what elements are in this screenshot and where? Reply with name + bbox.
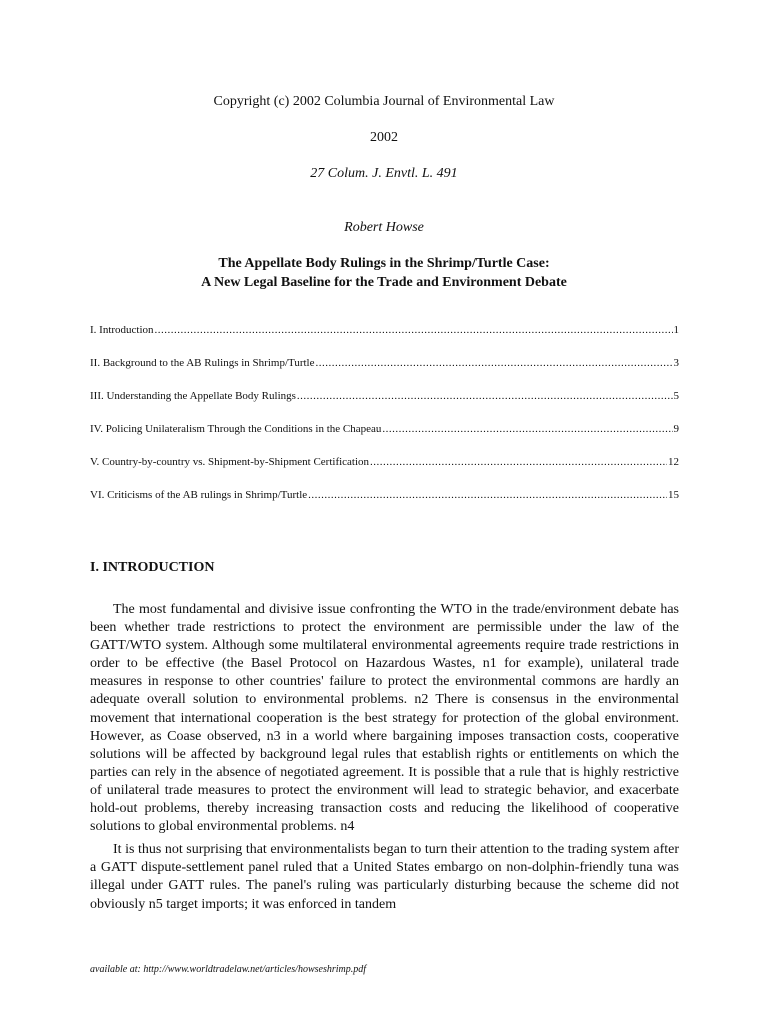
footer-source-link[interactable]: available at: http://www.worldtradelaw.net/articles/howseshrimp.pdf (90, 964, 367, 975)
citation: 27 Colum. J. Envtl. L. 491 (310, 166, 458, 181)
toc-leader-dots (370, 455, 667, 469)
toc-item-page: 3 (673, 357, 679, 369)
copyright-line: Copyright (c) 2002 Columbia Journal of Environmental Law (213, 94, 555, 109)
publication-year: 2002 (370, 130, 398, 145)
body-text (90, 601, 679, 919)
toc-item-label: VI. Criticisms of the AB rulings in Shrimp/Turtle (90, 489, 308, 501)
toc-item-background[interactable] (90, 356, 679, 389)
toc-leader-dots (382, 422, 672, 436)
paragraph: The most fundamental and divisive issue confronting the WTO in the trade/environment debate has been whether trade restrictions to protect the environment are permissible under the law of the GATT/WTO system. Although some multilateral environmental agreements require trade restrictions in order to be effective (the Basel Protocol on Hazardous Wastes, n1 for example), unilateral trade measures in response to other countries' failure to protect the environmental commons are hardly an adequate overall solution to environmental problems. n2 There is consensus in the environmental movement that international cooperation is the best strategy for protection of the global environment. However, as Coase observed, n3 in a world where bargaining imposes transaction costs, cooperative solutions will be affected by background legal rules that establish rights or entitlements on which the parties can rely in the absence of negotiated agreement. It is possible that a rule that is highly restrictive of unilateral trade measures to protect the environment will lead to strategic behavior, and exacerbate hold-out problems, thereby increasing transaction costs and reducing the likelihood of cooperative solutions to global environmental problems. n4 (90, 602, 679, 835)
section-heading: I. INTRODUCTION (90, 560, 215, 575)
toc-item-page: 9 (673, 423, 679, 435)
toc-item-label: V. Country-by-country vs. Shipment-by-Shipment Certification (90, 456, 370, 468)
toc-item-label: III. Understanding the Appellate Body Rulings (90, 390, 296, 402)
toc-item-criticisms[interactable] (90, 488, 679, 521)
toc-leader-dots (316, 356, 673, 370)
article-title (0, 254, 768, 292)
toc-item-label: II. Background to the AB Rulings in Shrimp/Turtle (90, 357, 315, 369)
paragraph: It is thus not surprising that environmentalists began to turn their attention to the trading system after a GATT dispute-settlement panel ruled that a United States embargo on non-dolphin-friendly tuna was illegal under GATT rules. The panel's ruling was particularly disturbing because the scheme did not obviously n5 target imports; it was enforced in tandem (90, 842, 679, 912)
toc-item-page: 1 (673, 324, 679, 336)
article-title-line-2: A New Legal Baseline for the Trade and Environment Debate (201, 275, 567, 290)
author-name: Robert Howse (344, 220, 424, 235)
toc-leader-dots (297, 389, 673, 403)
table-of-contents (90, 323, 679, 521)
toc-item-label: IV. Policing Unilateralism Through the Conditions in the Chapeau (90, 423, 382, 435)
toc-item-page: 5 (673, 390, 679, 402)
toc-leader-dots (308, 488, 667, 502)
toc-item-label: I. Introduction (90, 324, 154, 336)
toc-item-introduction[interactable] (90, 323, 679, 356)
toc-item-page: 15 (668, 489, 679, 501)
toc-leader-dots (155, 323, 673, 337)
toc-item-certification[interactable] (90, 455, 679, 488)
toc-item-policing[interactable] (90, 422, 679, 455)
toc-item-understanding[interactable] (90, 389, 679, 422)
article-title-line-1: The Appellate Body Rulings in the Shrimp/Turtle Case: (218, 256, 550, 271)
toc-item-page: 12 (668, 456, 679, 468)
